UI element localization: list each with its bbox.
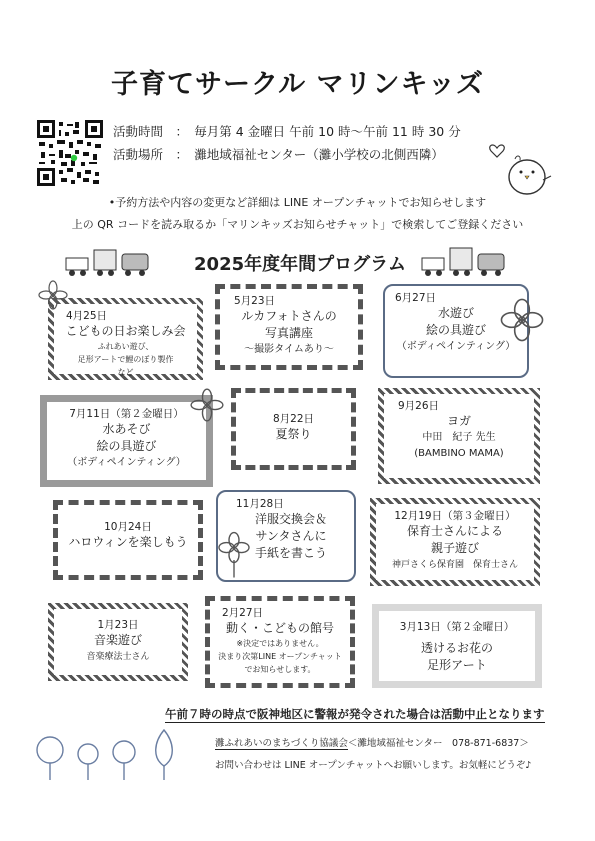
- card-title: 夏祭り: [275, 427, 312, 441]
- qr-code[interactable]: [37, 120, 103, 186]
- notice-line-2: 上の QR コードを読み取るか「マリンキッズお知らせチャット」で検索してご登録ください: [71, 218, 524, 231]
- cancellation-notice: 午前７時の時点で阪神地区に警報が発令された場合は活動中止となります: [165, 707, 545, 721]
- flower-icon: [214, 530, 254, 580]
- card-title: こどもの日お楽しみ会: [65, 324, 186, 338]
- card-date: 5月23日: [234, 295, 276, 307]
- card-date: 2月27日: [222, 607, 264, 619]
- program-card-jan: [48, 603, 188, 681]
- card-date: 4月25日: [66, 310, 108, 322]
- card-note: 神戸さくら保育園 保育士さん: [391, 560, 518, 570]
- program-card-aug: [231, 388, 356, 470]
- card-title: 動く・こどもの館号: [225, 621, 334, 635]
- card-title: 透けるお花の 足形アート: [420, 641, 493, 672]
- card-note: ※決定ではありません。: [236, 639, 324, 648]
- card-date: 6月27日: [395, 292, 437, 304]
- contact-message: お問い合わせは LINE オープンチャットへお願いします。お気軽にどうぞ♪: [215, 760, 532, 771]
- card-note: (BAMBINO MAMA): [414, 448, 504, 459]
- card-title: 保育士さんによる 親子遊び: [406, 524, 503, 555]
- program-card-jul: [40, 395, 213, 487]
- card-note: （ボディペインティング）: [396, 341, 516, 352]
- card-note: （ボディペインティング）: [67, 457, 186, 468]
- card-date: 3月13日（第２金曜日）: [399, 621, 515, 633]
- program-card-feb: [205, 596, 355, 688]
- card-date: 10月24日: [104, 521, 152, 533]
- program-card-apr: [48, 298, 203, 380]
- page-title: 子育てサークル マリンキッズ: [110, 69, 485, 100]
- program-card-oct: [53, 500, 203, 580]
- card-title: ハロウィンを楽しもう: [68, 535, 188, 549]
- notice-line-1: •予約方法や内容の変更など詳細は LINE オープンチャットでお知らせします: [108, 196, 487, 209]
- card-note: など: [117, 368, 134, 377]
- card-title: 洋服交換会＆ サンタさんに 手紙を書こう: [254, 512, 327, 560]
- program-card-may: [215, 284, 363, 370]
- card-note: ～撮影タイムあり～: [244, 344, 334, 355]
- card-title: 水遊び 絵の具遊び: [425, 306, 486, 337]
- activity-time: 活動時間 ： 毎月第 4 金曜日 午前 10 時～午前 11 時 30 分: [113, 124, 461, 139]
- card-title: ヨガ: [446, 414, 471, 428]
- card-note: 足形アートで鯉のぼり製作: [77, 355, 174, 364]
- card-date: 12月19日（第３金曜日）: [394, 510, 516, 522]
- activity-place: 活動場所 ： 灘地域福祉センター（灘小学校の北側西隣）: [113, 147, 444, 162]
- program-card-mar: [372, 604, 542, 688]
- card-title: 音楽遊び: [93, 633, 142, 647]
- organization-address: ＜灘地域福祉センター 078-871-6837＞: [347, 738, 529, 749]
- card-title: 水あそび 絵の具遊び: [96, 422, 157, 453]
- train-illustration-left: [64, 244, 150, 278]
- flower-icon: [38, 280, 68, 310]
- flower-icon: [190, 388, 224, 422]
- tree-illustration: [36, 722, 196, 782]
- card-note: 決まり次第LINE オープンチャット: [218, 652, 342, 661]
- organization-name: 灘ふれあいのまちづくり協議会: [215, 738, 348, 749]
- card-note: でお知らせします。: [244, 665, 316, 674]
- program-card-sep: [378, 388, 540, 484]
- program-card-dec: [370, 498, 540, 586]
- contact-info: [215, 733, 531, 777]
- card-date: 7月11日（第２金曜日）: [69, 408, 184, 420]
- card-date: 8月22日: [272, 413, 315, 425]
- card-note: 音楽療法士さん: [86, 652, 150, 662]
- card-note: 中田 紀子 先生: [422, 432, 496, 443]
- flower-icon: [500, 298, 544, 342]
- card-note: ふれあい遊び、: [97, 342, 154, 351]
- card-date: 11月28日: [236, 498, 284, 510]
- card-date: 1月23日: [97, 619, 139, 631]
- activity-info: [113, 120, 461, 166]
- card-date: 9月26日: [398, 400, 440, 412]
- program-title: 2025年度年間プログラム: [194, 254, 406, 275]
- notice-lines: [0, 192, 595, 236]
- card-title: ルカフォトさんの 写真講座: [241, 309, 337, 340]
